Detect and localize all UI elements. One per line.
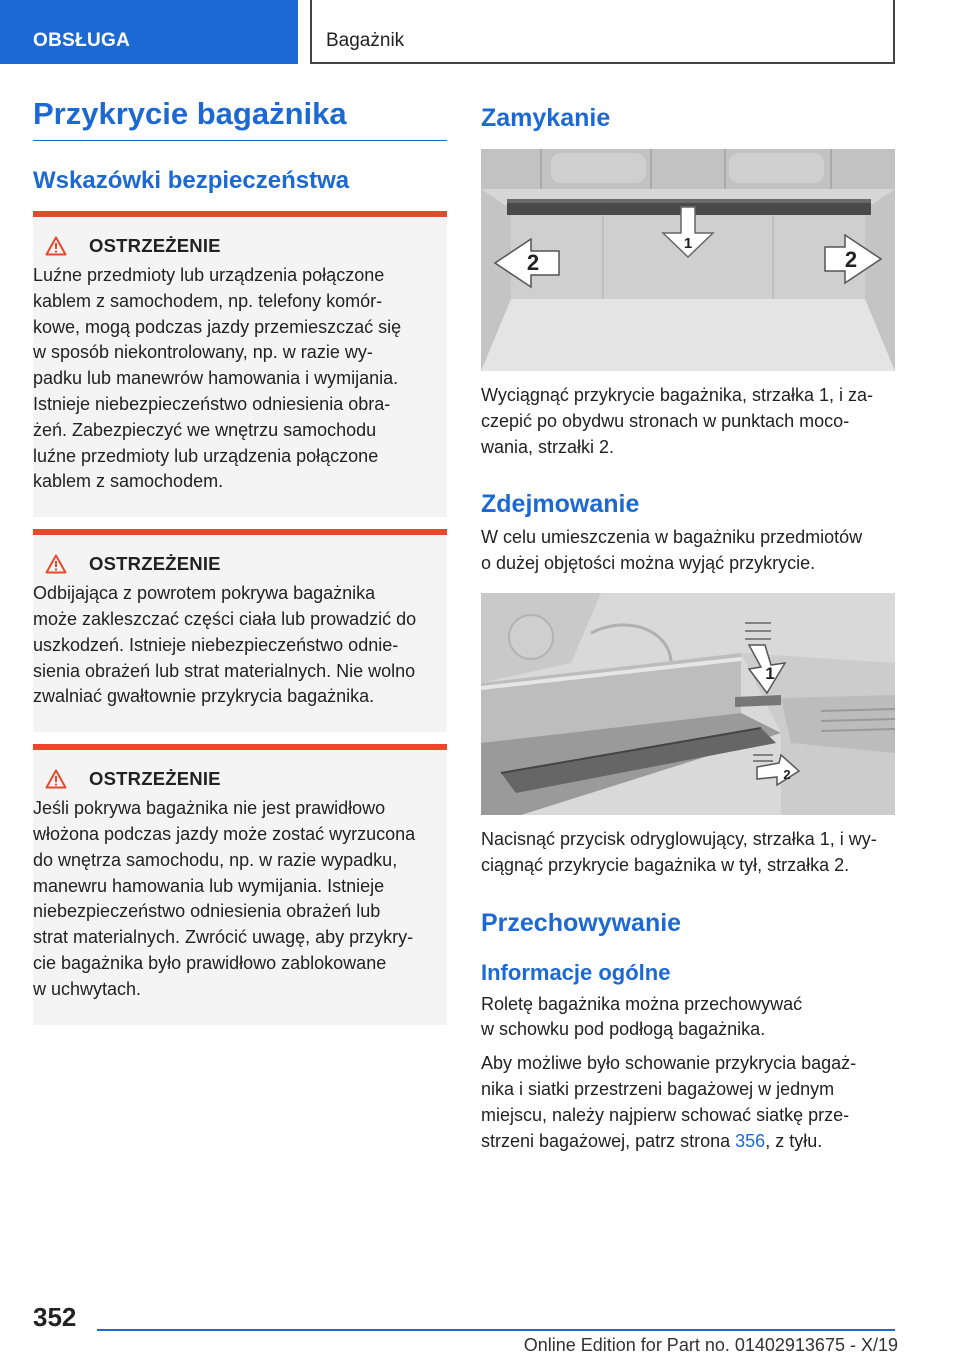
warning-box-2 (33, 529, 447, 732)
removing-text (481, 525, 895, 577)
section-tab: OBSŁUGA (0, 0, 298, 64)
text-line: sienia obrażeń lub strat materialnych. Nie wolno (33, 660, 416, 681)
text-line: w uchwytach. (33, 978, 142, 999)
storage-heading: Przechowywanie (481, 908, 682, 937)
warning-header (33, 235, 439, 257)
text-line: kowe, mogą podczas jazdy przemieszczać się (33, 316, 402, 337)
text-line: nika i siatki przestrzeni bagażowej w jednym (481, 1078, 835, 1099)
chapter-tab: Bagażnik (310, 0, 895, 64)
edition-note: Online Edition for Part no. 01402913675 - X/19 (523, 1335, 898, 1355)
cargo-cover-closing-illustration (481, 149, 895, 371)
page-title: Przykrycie bagażnika (33, 96, 447, 141)
arrow-label-1: 1 (683, 235, 693, 252)
warning-text (33, 581, 439, 710)
removing-heading: Zdejmowanie (481, 490, 640, 519)
text-line: miejscu, należy najpierw schować siatkę prze- (481, 1104, 850, 1125)
warning-text (33, 796, 439, 1002)
right-column (481, 96, 895, 1154)
arrow-label-2-right: 2 (844, 247, 858, 272)
text-line: cie bagażnika było prawidłowo zablokowane (33, 952, 387, 973)
text-line: włożona podczas jazdy może zostać wyrzucona (33, 823, 416, 844)
text-line: wania, strzałki 2. (481, 436, 615, 457)
general-text-1 (481, 992, 895, 1044)
text-line: czepić po obydwu stronach w punktach moco- (481, 410, 850, 431)
text-line: uszkodzeń. Istnieje niebezpieczeństwo odnie- (33, 634, 399, 655)
text-line: w schowku pod podłogą bagażnika. (481, 1019, 766, 1040)
text-line: w sposób niekontrolowany, np. w razie wy- (33, 342, 373, 363)
cargo-cover-removing-illustration (481, 593, 895, 815)
text-fragment: strzeni bagażowej, patrz strona (481, 1130, 736, 1151)
text-line: zwalniać gwałtownie przykrycia bagażnika. (33, 686, 375, 707)
text-line: Roletę bagażnika można przechowywać (481, 993, 803, 1014)
text-line: Istnieje niebezpieczeństwo odniesienia obra- (33, 393, 391, 414)
warning-text (33, 263, 439, 495)
page-reference-link[interactable]: 356 (735, 1130, 766, 1151)
page-number: 352 (33, 1302, 77, 1332)
figure-cover-removing (481, 593, 895, 815)
text-line: do wnętrza samochodu, np. w razie wypadku, (33, 849, 398, 870)
text-line: żeń. Zabezpieczyć we wnętrzu samochodu (33, 419, 377, 440)
closing-text (481, 383, 895, 460)
warning-label: OSTRZEŻENIE (89, 768, 221, 790)
text-line: Odbijająca z powrotem pokrywa bagażnika (33, 583, 376, 604)
warning-label: OSTRZEŻENIE (89, 553, 221, 575)
text-line: Nacisnąć przycisk odryglowujący, strzałka 1, i wy- (481, 828, 877, 849)
left-column (33, 96, 447, 1025)
warning-box-3 (33, 744, 447, 1024)
text-line: padku lub manewrów hamowania i wymijania. (33, 368, 399, 389)
text-line: o dużej objętości można wyjąć przykrycie. (481, 553, 816, 574)
text-line: Jeśli pokrywa bagażnika nie jest prawidłowo (33, 798, 386, 819)
closing-heading: Zamykanie (481, 104, 611, 132)
general-info-heading: Informacje ogólne (481, 959, 671, 985)
warning-triangle-icon (45, 769, 67, 789)
arrow-label-2: 2 (783, 766, 791, 782)
text-line: Wyciągnąć przykrycie bagażnika, strzałka 1, i za- (481, 385, 873, 405)
text-line: manewru hamowania lub wymijania. Istnieje (33, 875, 385, 896)
warning-header (33, 553, 439, 575)
general-text-2 (481, 1051, 895, 1154)
text-line: niebezpieczeństwo odniesienia obrażeń lub (33, 901, 381, 922)
warning-box-1 (33, 211, 447, 517)
text-line (481, 1129, 895, 1155)
warning-triangle-icon (45, 554, 67, 574)
text-fragment: , z tyłu. (765, 1130, 823, 1151)
arrow-label-2-left: 2 (526, 250, 540, 275)
warning-triangle-icon (45, 236, 67, 256)
text-line: kablem z samochodem. (33, 471, 224, 492)
text-line: ciągnąć przykrycie bagażnika w tył, strzałka 2. (481, 854, 850, 875)
arrow-label-1: 1 (765, 663, 775, 683)
text-line: W celu umieszczenia w bagażniku przedmiotów (481, 527, 863, 548)
figure-cover-closing (481, 149, 895, 371)
warning-label: OSTRZEŻENIE (89, 235, 221, 256)
text-line: luźne przedmioty lub urządzenia połączone (33, 445, 379, 466)
text-line: Luźne przedmioty lub urządzenia połączone (33, 265, 385, 285)
warning-header (33, 768, 439, 790)
removing-figure-text (481, 827, 895, 879)
text-line: strat materialnych. Zwrócić uwagę, aby przykry- (33, 927, 414, 948)
text-line: Aby możliwe było schowanie przykrycia bagaż- (481, 1053, 857, 1074)
safety-subtitle: Wskazówki bezpieczeństwa (33, 167, 350, 194)
footer-divider (97, 1329, 895, 1331)
text-line: kablem z samochodem, np. telefony komór- (33, 290, 383, 311)
text-line: może zakleszczać części ciała lub prowadzić do (33, 608, 417, 629)
